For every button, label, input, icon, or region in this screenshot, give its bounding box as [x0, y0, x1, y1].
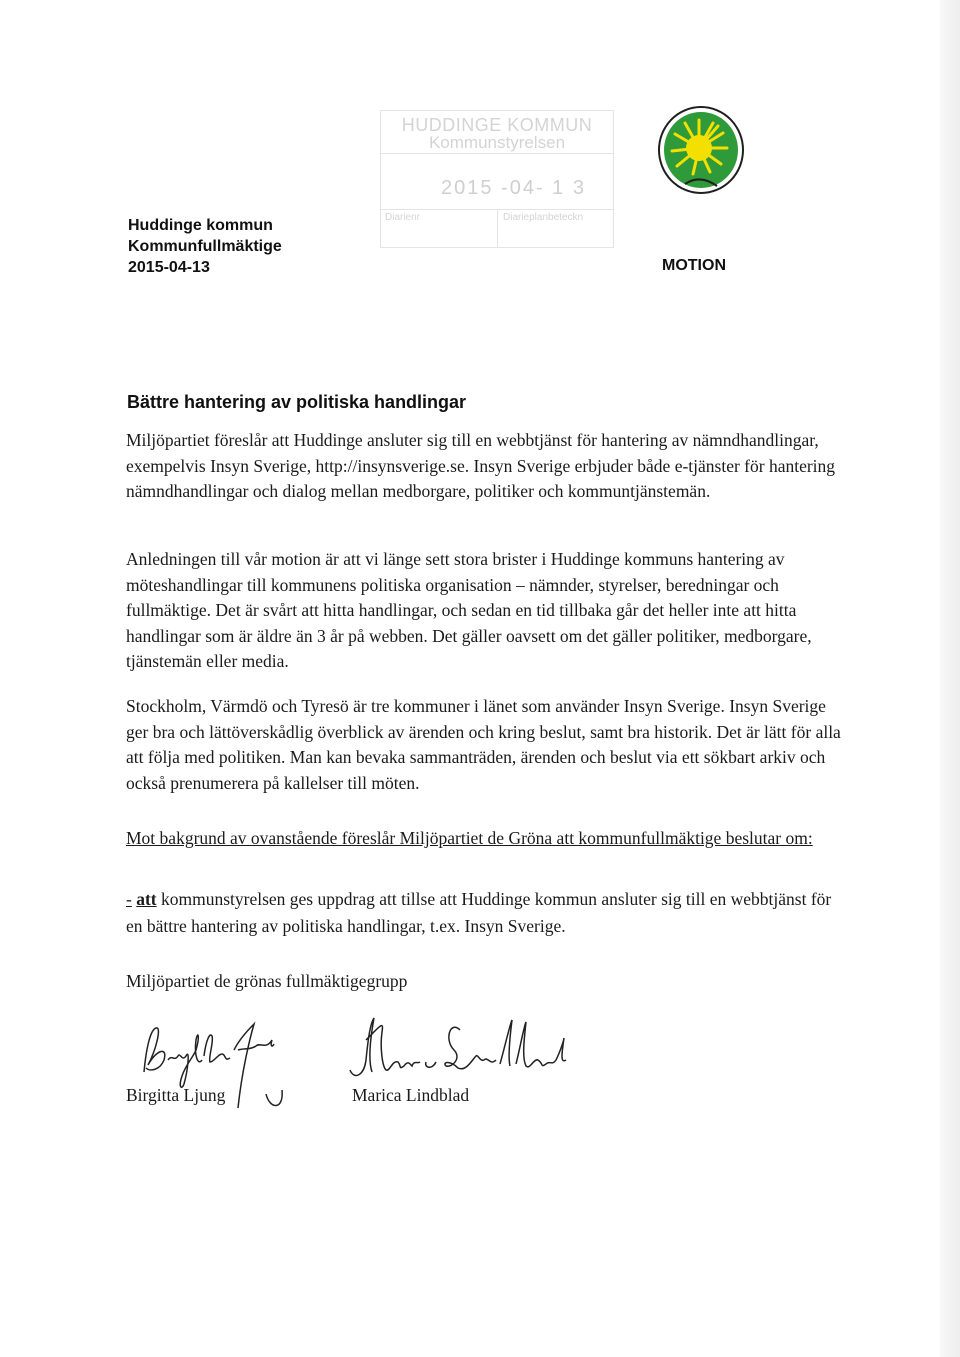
proposal-dash: -: [126, 889, 132, 909]
dandelion-logo-icon: [655, 104, 747, 196]
council-name: Kommunfullmäktige: [128, 238, 282, 255]
document-header: [128, 215, 282, 278]
document-title: Bättre hantering av politiska handlingar: [127, 392, 467, 412]
signatory-name: Marica Lindblad: [352, 1085, 470, 1105]
party-group-name: Miljöpartiet de grönas fullmäktigegrupp: [126, 971, 408, 991]
received-stamp: [380, 110, 614, 248]
stamp-divider: [381, 153, 613, 154]
proposal-intro: Mot bakgrund av ovanstående föreslår Miljöpartiet de Gröna att kommunfullmäktige beslutar om:: [126, 828, 813, 848]
proposal-keyword: att: [136, 889, 157, 909]
municipality-name: Huddinge kommun: [128, 217, 273, 234]
scan-edge: [940, 0, 960, 1357]
document-type-label: MOTION: [662, 257, 726, 274]
signatory-name: Birgitta Ljung: [126, 1085, 226, 1105]
proposal-item: [126, 886, 846, 940]
stamp-field-label: Diarieplanbeteckn: [503, 212, 584, 223]
document-date: 2015-04-13: [128, 259, 210, 276]
proposal-text: kommunstyrelsen ges uppdrag att tillse att Huddinge kommun ansluter sig till en webbtjänst för en bättre hantering av politiska handlingar, t.ex. Insyn Sverige.: [126, 889, 832, 936]
stamp-date: 2015 -04- 1 3: [441, 177, 586, 199]
body-paragraph: Stockholm, Värmdö och Tyresö är tre kommuner i länet som använder Insyn Sverige. Insyn Sverige ger bra och lättöverskådlig överblick av ärenden och kring beslut, samt bra historik. Det är lätt för alla att följa med politiken. Man kan bevaka sammanträden, ärenden och beslut via ett sökbart arkiv och också prenumerera på kallelser till möten.: [126, 696, 841, 793]
stamp-organization: HUDDINGE KOMMUN: [401, 115, 593, 135]
stamp-field-label: Diarienr: [385, 212, 421, 223]
body-paragraph: Anledningen till vår motion är att vi länge sett stora brister i Huddinge kommuns hantering av möteshandlingar till kommunens politiska organisation – nämnder, styrelser, beredningar och fullmäktige. Det är svårt att hitta handlingar, och sedan en tid tillbaka går det heller inte att hitta handlingar som är äldre än 3 år på webben. Det gäller oavsett om det gäller politiker, medborgare, tjänstemän eller media.: [126, 549, 812, 671]
body-paragraph: Miljöpartiet föreslår att Huddinge ansluter sig till en webbtjänst för hantering av nämndhandlingar, exempelvis Insyn Sverige, http://insynsverige.se. Insyn Sverige erbjuder både e-tjänster för hantering nämndhandlingar och dialog mellan medborgare, politiker och kommuntjänstemän.: [126, 430, 836, 501]
stamp-divider: [497, 209, 498, 247]
stamp-department: Kommunstyrelsen: [428, 133, 566, 152]
